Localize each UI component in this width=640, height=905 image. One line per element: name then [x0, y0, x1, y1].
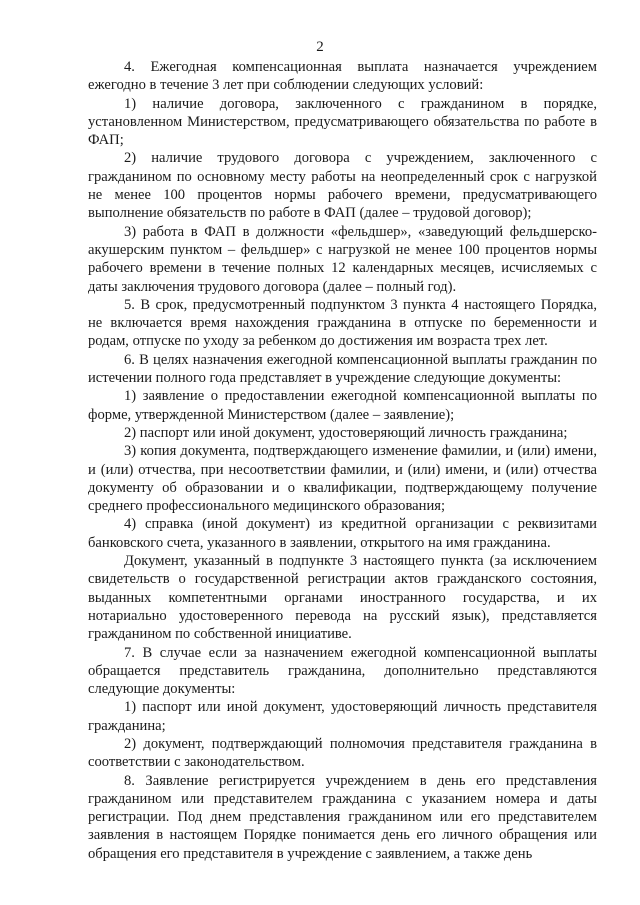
paragraph-4-3: 3) работа в ФАП в должности «фельдшер», «заведующий фельдшерско-акушерским пунктом – фельдшер» с нагрузкой не менее 100 процентов нормы рабочего времени в течение полных 12 календарных месяцев, исчисляемых с даты заключения трудового договора (далее – полный год).	[88, 223, 597, 295]
paragraph-4-1: 1) наличие договора, заключенного с гражданином в порядке, установленном Министерством, предусматривающего обязательства по работе в ФАП;	[88, 95, 597, 149]
paragraph-6-note: Документ, указанный в подпункте 3 настоящего пункта (за исключением свидетельств о государственной регистрации актов гражданского состояния, выданных компетентными органами иностранного государства, и их нотариально удостоверенного перевода на русский язык), представляется гражданином по собственной инициативе.	[88, 553, 597, 643]
paragraph-7-1: 1) паспорт или иной документ, удостоверяющий личность представителя гражданина;	[88, 699, 597, 734]
paragraph-6-2: 2) паспорт или иной документ, удостоверяющий личность гражданина;	[124, 424, 568, 441]
paragraph-6-3: 3) копия документа, подтверждающего изменение фамилии, и (или) имени, и (или) отчества, при несоответствии фамилии, и (или) имени, и (или) отчества документу об образовании и о квалификации, подтверждающему получение среднего профессионального медицинского образования;	[88, 443, 597, 515]
document-body	[88, 58, 597, 863]
paragraph-4: 4. Ежегодная компенсационная выплата назначается учреждением ежегодно в течение 3 лет при соблюдении следующих условий:	[88, 59, 597, 94]
paragraph-6-4: 4) справка (иной документ) из кредитной организации с реквизитами банковского счета, указанного в заявлении, открытого на имя гражданина.	[88, 516, 597, 551]
page-number: 2	[316, 39, 324, 55]
paragraph-4-2: 2) наличие трудового договора с учреждением, заключенного с гражданином по основному месту работы на неопределенный срок с нагрузкой не менее 100 процентов нормы рабочего времени, предусматривающего выполнение обязательств по работе в ФАП (далее – трудовой договор);	[88, 150, 597, 222]
paragraph-6: 6. В целях назначения ежегодной компенсационной выплаты гражданин по истечении полного года представляет в учреждение следующие документы:	[88, 351, 597, 387]
paragraph-7: 7. В случае если за назначением ежегодной компенсационной выплаты обращается представитель гражданина, дополнительно представляются следующие документы:	[88, 644, 597, 698]
paragraph-8: 8. Заявление регистрируется учреждением в день его представления гражданином или представителем гражданина с указанием номера и даты регистрации. Под днем представления гражданином или его представителем заявления в настоящем Порядке понимается день его личного обращения или обращения его представителя в учреждение с заявлением, а также день	[88, 772, 597, 862]
paragraph-7-2: 2) документ, подтверждающий полномочия представителя гражданина в соответствии с законодательством.	[88, 735, 597, 771]
paragraph-5: 5. В срок, предусмотренный подпунктом 3 пункта 4 настоящего Порядка, не включается время нахождения гражданина в отпуске по беременности и родам, отпуске по уходу за ребенком до достижения им возраста трех лет.	[88, 296, 597, 350]
paragraph-6-1: 1) заявление о предоставлении ежегодной компенсационной выплаты по форме, утвержденной Министерством (далее – заявление);	[88, 388, 597, 423]
